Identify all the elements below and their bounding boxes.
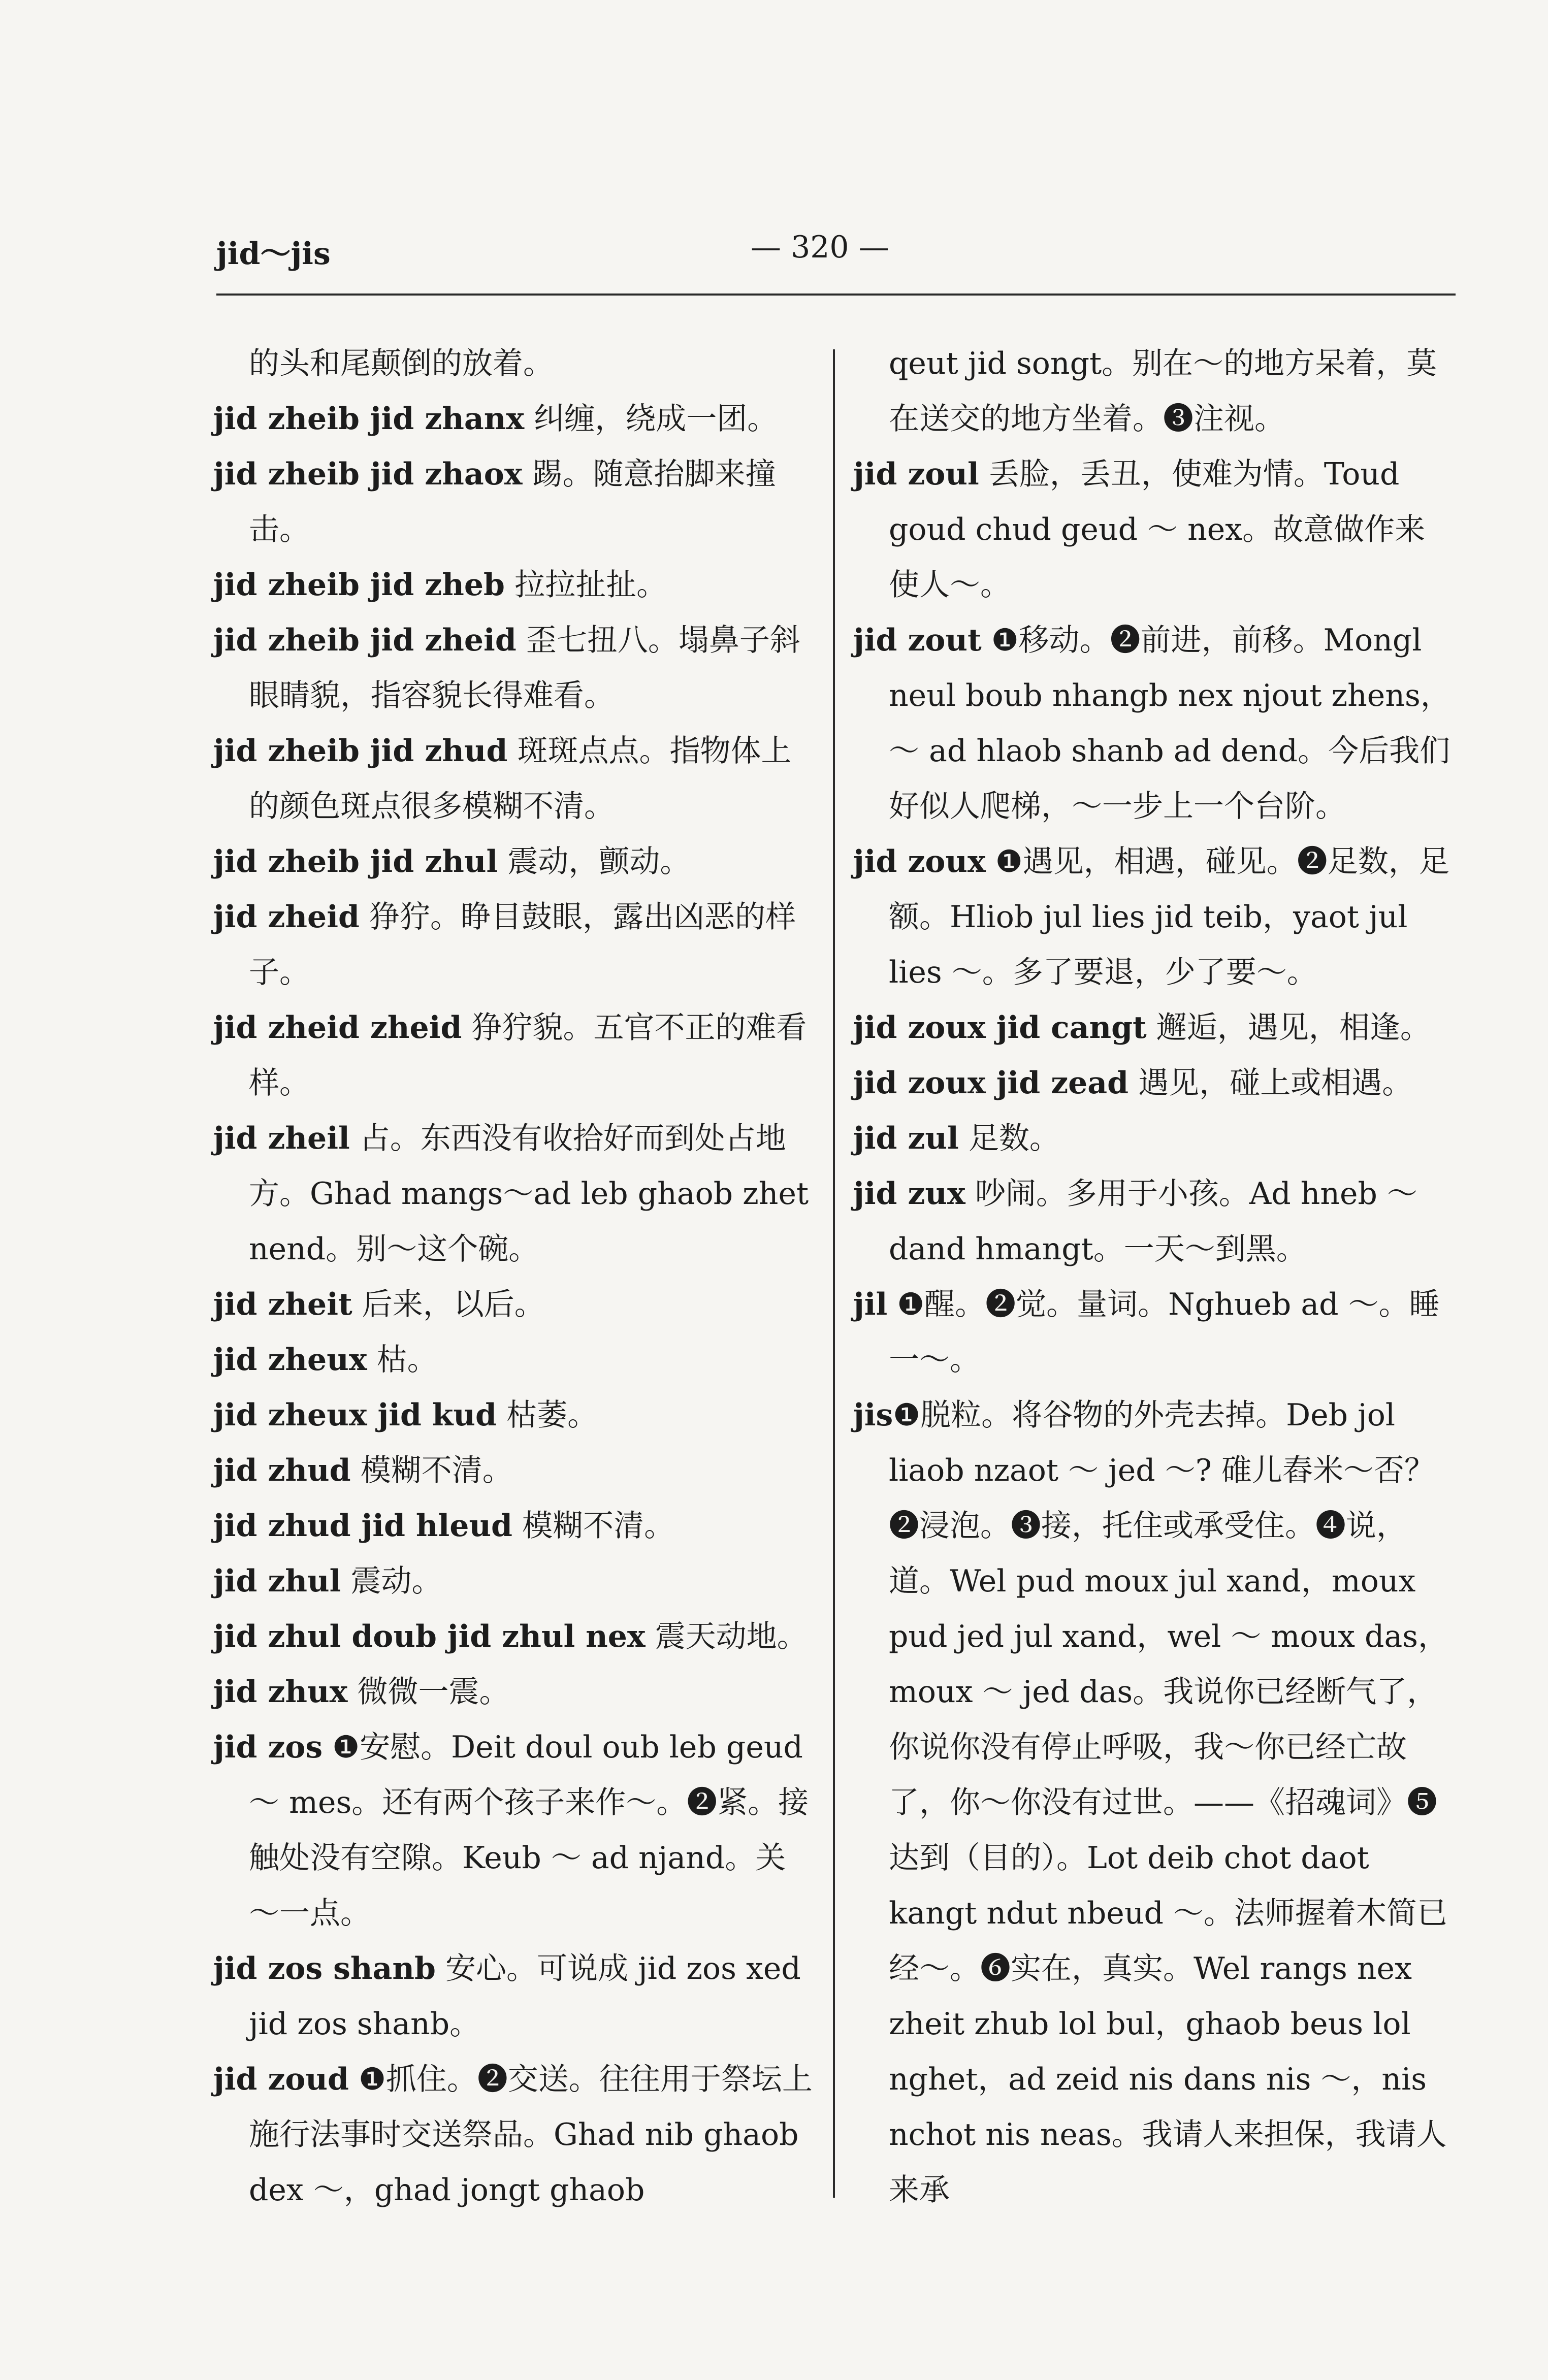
entry-definition: 安心。可说成 jid zos xed jid zos shanb。 — [249, 1951, 801, 2042]
dictionary-entry — [213, 1388, 816, 1443]
entry-headword: jid zhux — [213, 1674, 348, 1710]
column-divider — [833, 349, 835, 2198]
dictionary-entry — [213, 1443, 816, 1498]
entry-headword: jis — [853, 1397, 893, 1433]
entry-definition: ❶遇见，相遇，碰见。❷足数，足额。Hliob jul lies jid teib，yaot jul lies ～。多了要退，少了要～。 — [889, 844, 1449, 990]
dictionary-entry — [213, 834, 816, 890]
entry-headword: jid zheid — [213, 899, 360, 935]
dictionary-entry — [213, 1277, 816, 1332]
entry-definition: ❶安慰。Deit doul oub leb geud ～ mes。还有两个孩子来作～。❷紧。接触处没有空隙。Keub ～ ad njand。关～一点。 — [249, 1730, 809, 1931]
dictionary-entry — [213, 447, 816, 558]
page-header-range: jid～jis — [216, 236, 331, 272]
page-number: — 320 — — [751, 230, 889, 265]
entry-headword: jid zhul doub jid zhul nex — [213, 1619, 646, 1654]
entry-headword: jid zheid zheid — [213, 1010, 462, 1046]
dictionary-entry — [213, 724, 816, 834]
entry-definition: 踢。随意抬脚来撞击。 — [249, 457, 776, 547]
entry-headword: jid zheux jid kud — [213, 1397, 497, 1433]
dictionary-entry — [213, 613, 816, 724]
entry-headword: jil — [853, 1287, 888, 1322]
entry-headword: jid zoul — [853, 457, 979, 492]
entry-definition: ❶脱粒。将谷物的外壳去掉。Deb jol liaob nzaot ～ jed ～? 碓儿舂米～否？❷浸泡。❸接，托住或承受住。❹说，道。Wel pud moux jul xand，moux pud jed jul xand，wel ～ moux das，moux ～ jed das。我说你已经断气了，你说你没有停止呼吸，我～你已经亡故了，你～你没有过世。——《招魂词》❺达到（目的）。Lot deib chot daot kangt ndut nbeud ～。法师握着木简已经～。❻实在，真实。Wel rangs nex zheit zhub lol bul，ghaob beus lol nghet，ad zeid nis dans nis ～，nis nchot nis neas。我请人来担保，我请人来承 — [889, 1397, 1449, 2208]
dictionary-entry — [853, 336, 1456, 447]
header-rule — [216, 294, 1456, 296]
entry-headword: jid zhul — [213, 1563, 341, 1599]
entry-headword: jid zoux jid zead — [853, 1065, 1129, 1101]
entry-definition: qeut jid songt。别在～的地方呆着，莫在送交的地方坐着。❸注视。 — [889, 346, 1437, 437]
entry-definition: 占。东西没有收拾好而到处占地方。Ghad mangs～ad leb ghaob zhet nend。别～这个碗。 — [249, 1121, 809, 1267]
entry-headword: jid zheib jid zhanx — [213, 401, 525, 437]
entry-definition: 拉拉扯扯。 — [505, 567, 667, 603]
entry-headword: jid zheib jid zhud — [213, 733, 508, 769]
dictionary-entry — [213, 2052, 816, 2218]
dictionary-entry — [213, 1000, 816, 1111]
entry-definition: 丢脸，丢丑，使难为情。Toud goud chud geud ～ nex。故意做作来使人～。 — [889, 457, 1426, 603]
entry-definition: 震动。 — [341, 1563, 442, 1599]
dictionary-entry — [853, 1000, 1456, 1056]
dictionary-entry — [213, 1941, 816, 2052]
dictionary-entry — [213, 336, 816, 392]
dictionary-entry — [213, 1554, 816, 1609]
entry-definition: 微微一震。 — [347, 1674, 510, 1710]
dictionary-entry — [213, 392, 816, 447]
dictionary-entry — [853, 1111, 1456, 1166]
entry-definition: 震天动地。 — [645, 1619, 808, 1654]
dictionary-entry — [213, 1665, 816, 1720]
entry-headword: jid zoux jid cangt — [853, 1010, 1147, 1046]
entry-definition: 枯萎。 — [497, 1397, 598, 1433]
dictionary-entry — [853, 1277, 1456, 1388]
entry-headword: jid zoud — [213, 2062, 349, 2097]
dictionary-entry — [853, 447, 1456, 613]
entry-headword: jid zul — [853, 1121, 959, 1156]
entry-definition: 狰狞。睁目鼓眼，露出凶恶的样子。 — [249, 899, 796, 990]
entry-definition: 邂逅，遇见，相逢。 — [1146, 1010, 1431, 1046]
dictionary-entry — [853, 1388, 1456, 2218]
entry-definition: 斑斑点点。指物体上的颜色斑点很多模糊不清。 — [249, 733, 792, 824]
dictionary-entry — [853, 834, 1456, 1000]
entry-headword: jid zheib jid zheid — [213, 623, 517, 658]
entry-definition: 遇见，碰上或相遇。 — [1128, 1065, 1413, 1101]
dictionary-entry — [213, 558, 816, 613]
entry-definition: 枯。 — [367, 1342, 438, 1378]
entry-definition: 纠缠，绕成一团。 — [524, 401, 778, 437]
entry-definition: 足数。 — [958, 1121, 1060, 1156]
entry-headword: jid zhud jid hleud — [213, 1508, 513, 1544]
dictionary-entry — [213, 1609, 816, 1665]
entry-definition: 后来，以后。 — [352, 1287, 545, 1322]
left-column — [213, 336, 816, 2218]
entry-headword: jid zheib jid zheb — [213, 567, 505, 603]
entry-definition: 吵闹。多用于小孩。Ad hneb ～ dand hmangt。一天～到黑。 — [889, 1176, 1417, 1267]
entry-definition: ❶抓住。❷交送。往往用于祭坛上施行法事时交送祭品。Ghad nib ghaob dex ～，ghad jongt ghaob — [249, 2062, 813, 2208]
dictionary-entry — [853, 1166, 1456, 1277]
entry-headword: jid zheit — [213, 1287, 352, 1322]
entry-headword: jid zux — [853, 1176, 965, 1212]
entry-headword: jid zhud — [213, 1453, 351, 1488]
dictionary-entry — [213, 890, 816, 1000]
entry-definition: 狰狞貌。五官不正的难看样。 — [249, 1010, 807, 1101]
entry-headword: jid zheib jid zhul — [213, 844, 498, 879]
entry-headword: jid zheil — [213, 1121, 350, 1156]
dictionary-entry — [853, 1056, 1456, 1111]
dictionary-entry — [853, 613, 1456, 834]
entry-definition: ❶移动。❷前进，前移。Mongl neul boub nhangb nex njout zhens，～ ad hlaob shanb ad dend。今后我们好似人爬梯，～一步上一个台阶。 — [889, 623, 1451, 824]
dictionary-entry — [213, 1111, 816, 1277]
entry-definition: 模糊不清。 — [350, 1453, 513, 1488]
right-column — [853, 336, 1456, 2218]
entry-headword: jid zoux — [853, 844, 986, 879]
entry-headword: jid zos — [213, 1730, 323, 1765]
entry-definition: 模糊不清。 — [512, 1508, 675, 1544]
entry-definition: 震动，颤动。 — [498, 844, 691, 879]
entry-definition: 歪七扭八。塌鼻子斜眼睛貌，指容貌长得难看。 — [249, 623, 800, 713]
entry-headword: jid zout — [853, 623, 982, 658]
dictionary-entry — [213, 1332, 816, 1388]
dictionary-entry — [213, 1498, 816, 1554]
entry-headword: jid zheux — [213, 1342, 367, 1378]
entry-headword: jid zheib jid zhaox — [213, 457, 523, 492]
dictionary-entry — [213, 1720, 816, 1941]
entry-definition: 的头和尾颠倒的放着。 — [249, 346, 554, 381]
entry-definition: ❶醒。❷觉。量词。Nghueb ad ～。睡一～。 — [887, 1287, 1440, 1378]
entry-headword: jid zos shanb — [213, 1951, 436, 1986]
